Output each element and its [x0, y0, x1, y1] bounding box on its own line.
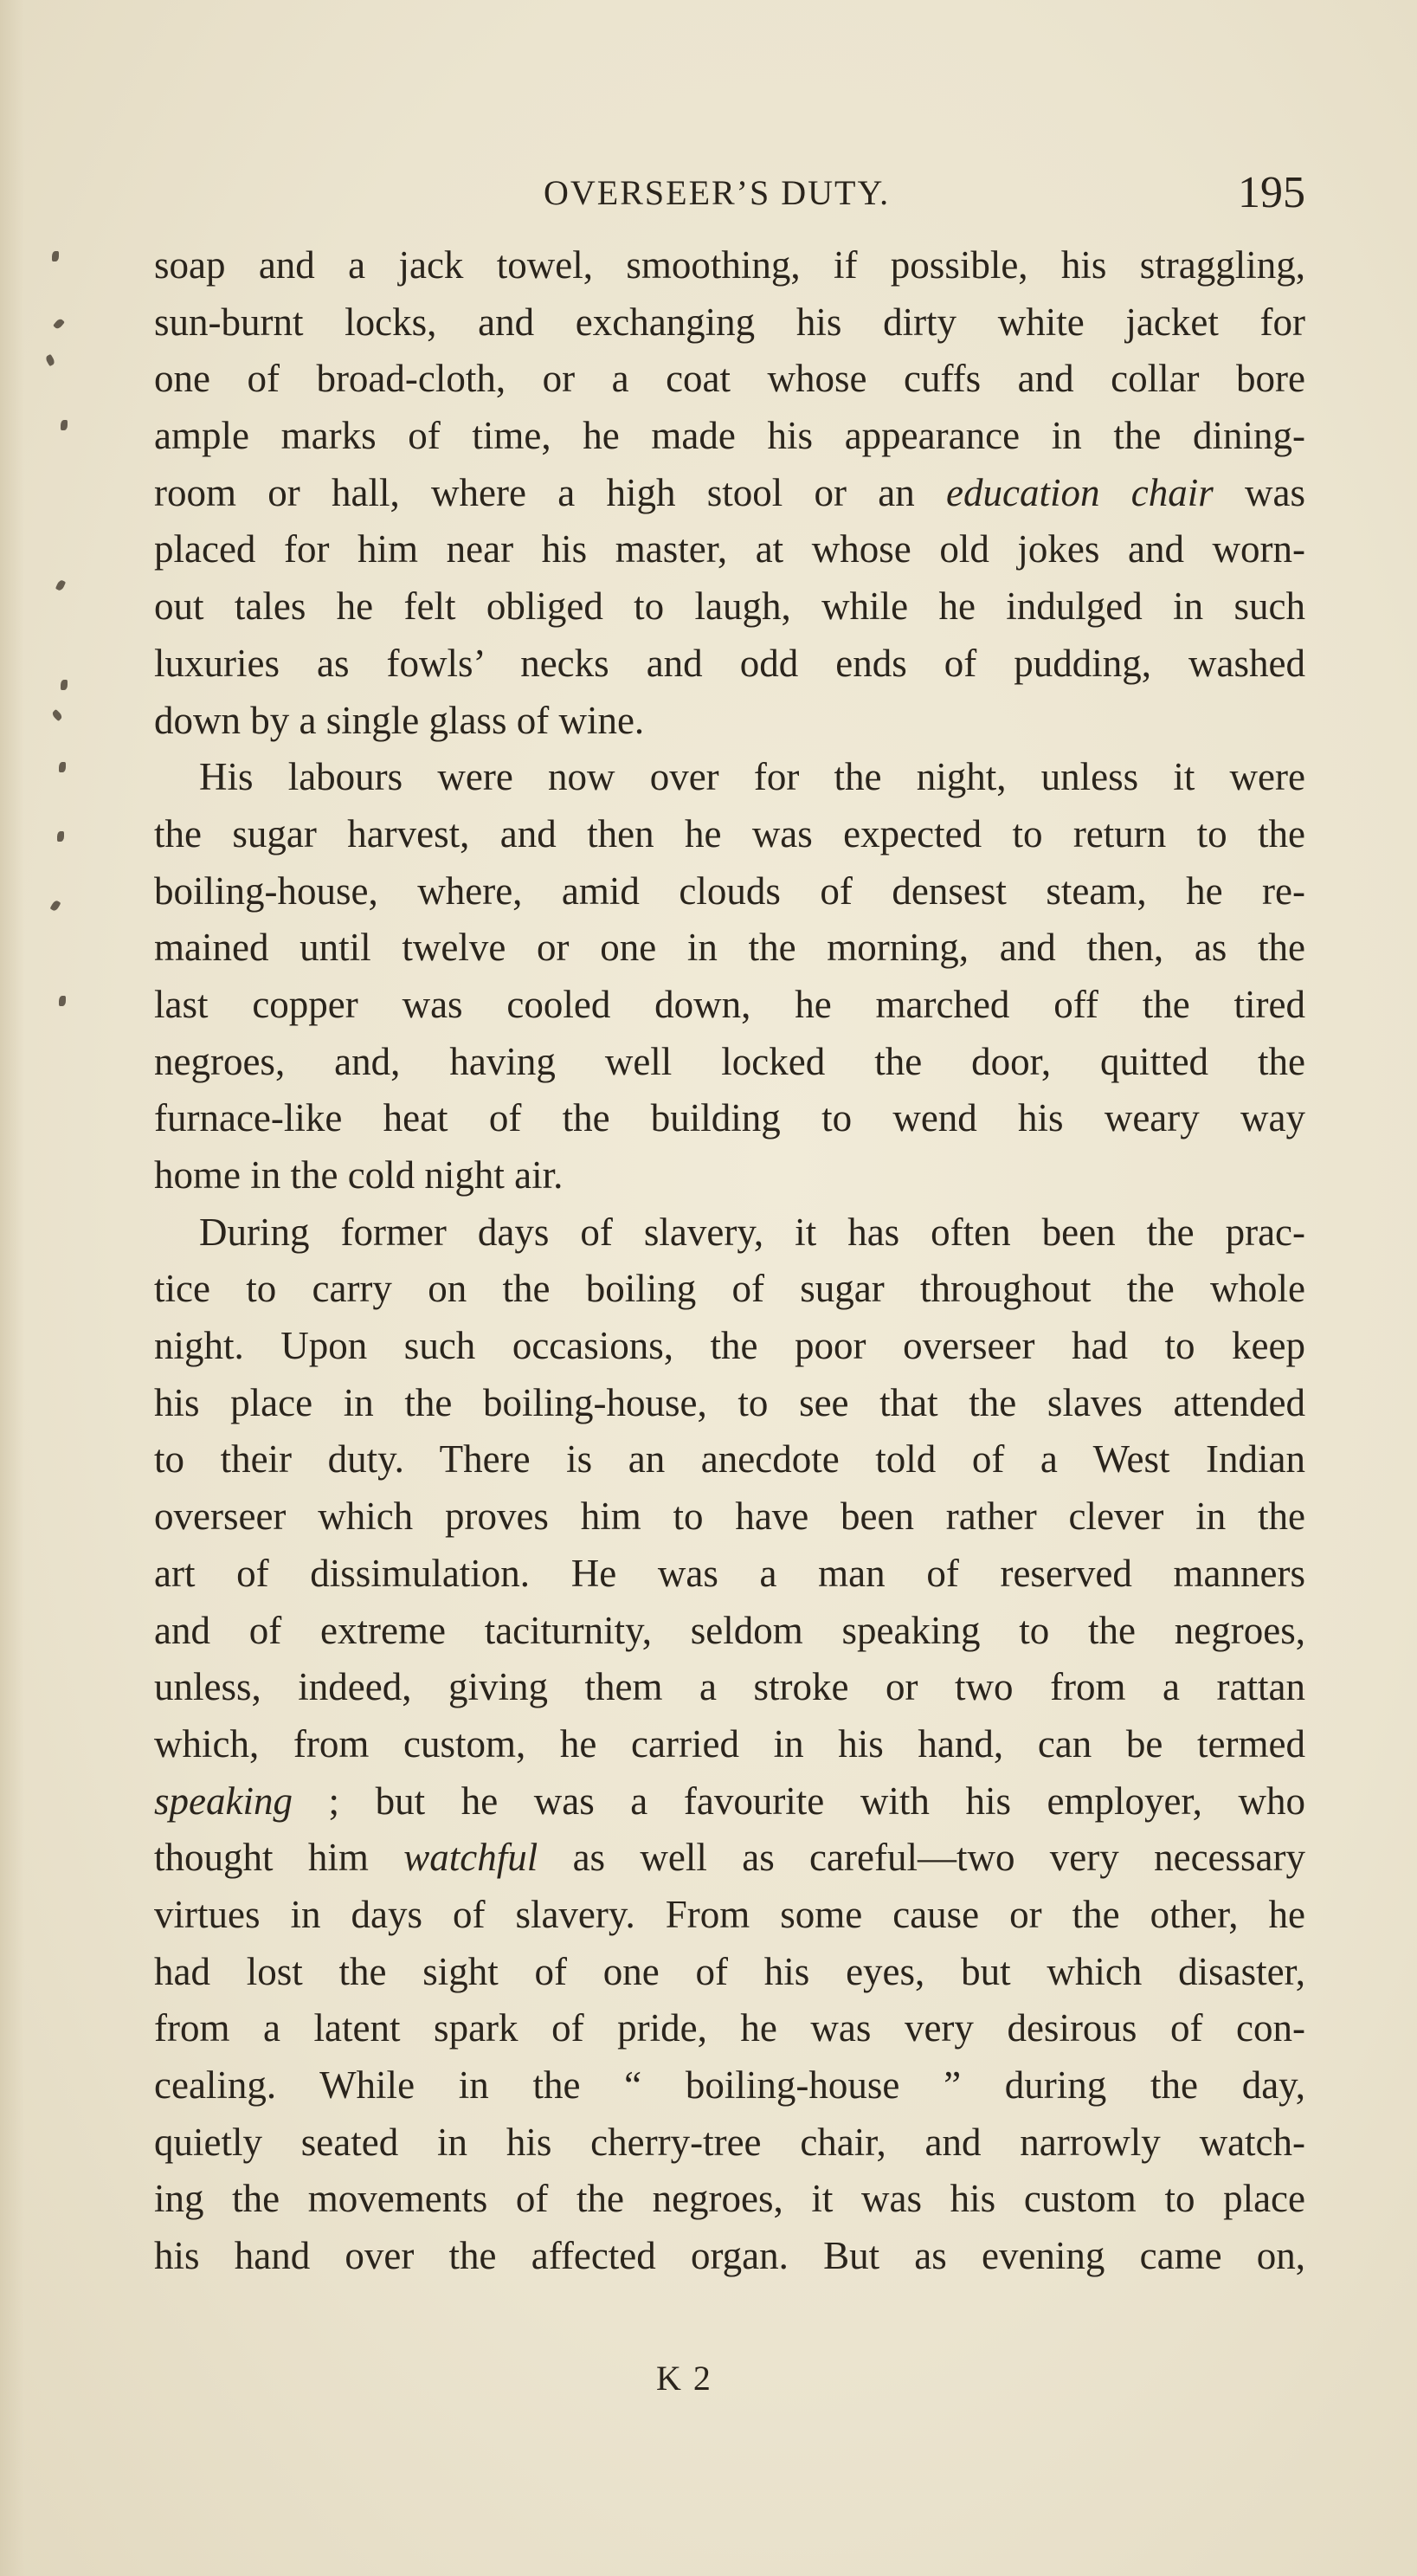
text-segment: placed for him near his master, at whose old jokes and worn- — [154, 527, 1305, 571]
ink-mark — [59, 996, 66, 1006]
page-header — [154, 163, 1305, 223]
text-line — [154, 2228, 1305, 2285]
text-segment: the sugar harvest, and then he was expected to return to the — [154, 811, 1305, 855]
text-segment: virtues in days of slavery. From some cause or the other, he — [154, 1892, 1305, 1936]
body-text — [154, 237, 1305, 2285]
text-line — [154, 521, 1305, 578]
text-segment: night. Upon such occasions, the poor overseer had to keep — [154, 1324, 1305, 1368]
text-segment: ; but he was a favourite with his employer, who — [292, 1779, 1305, 1823]
ink-mark — [61, 680, 68, 690]
text-line — [154, 294, 1305, 352]
text-line — [154, 408, 1305, 465]
text-segment: sun-burnt locks, and exchanging his dirty white jacket for — [154, 300, 1305, 344]
text-line — [154, 1034, 1305, 1091]
text-segment: mained until twelve or one in the morning, and then, as the — [154, 926, 1305, 970]
text-segment: overseer which proves him to have been rather clever in the — [154, 1495, 1305, 1539]
text-segment: home in the cold night air. — [154, 1153, 564, 1197]
ink-mark — [51, 709, 63, 721]
text-segment: quietly seated in his cherry-tree chair, and narrowly watch- — [154, 2120, 1305, 2164]
text-segment: negroes, and, having well locked the door, quitted the — [154, 1039, 1305, 1083]
text-segment: luxuries as fowls’ necks and odd ends of pudding, washed — [154, 641, 1305, 685]
text-line — [154, 1261, 1305, 1318]
text-segment: room or hall, where a high stool or an — [154, 470, 947, 514]
text-segment: art of dissimulation. He was a man of reserved manners — [154, 1551, 1305, 1595]
text-line — [154, 1716, 1305, 1773]
italic-phrase: education chair — [946, 470, 1214, 514]
text-line — [154, 749, 1305, 806]
text-line — [154, 977, 1305, 1034]
text-line — [154, 1659, 1305, 1716]
text-line — [154, 1204, 1305, 1262]
text-segment: last copper was cooled down, he marched off the tired — [154, 982, 1305, 1026]
text-line — [154, 920, 1305, 977]
italic-phrase: speaking — [154, 1779, 293, 1823]
text-segment: tice to carry on the boiling of sugar throughout the whole — [154, 1267, 1305, 1311]
margin-ink-marks — [35, 242, 87, 1195]
text-line — [154, 806, 1305, 863]
ink-mark — [59, 762, 66, 772]
ink-mark — [50, 900, 61, 912]
text-segment: from a latent spark of pride, he was very desirous of con- — [154, 2006, 1305, 2050]
text-segment: one of broad-cloth, or a coat whose cuffs and collar bore — [154, 357, 1305, 401]
running-head: OVERSEER’S DUTY. — [544, 173, 891, 212]
text-segment: thought him — [154, 1836, 404, 1880]
text-line — [154, 1488, 1305, 1546]
text-line — [154, 1318, 1305, 1375]
text-line — [154, 465, 1305, 522]
text-line — [154, 1773, 1305, 1830]
text-segment: During former days of slavery, it has often been the prac- — [199, 1210, 1305, 1254]
text-line — [154, 2171, 1305, 2228]
text-segment: down by a single glass of wine. — [154, 698, 645, 742]
ink-mark — [45, 354, 56, 366]
text-segment: out tales he felt obliged to laugh, while he indulged in such — [154, 584, 1305, 629]
text-segment: unless, indeed, giving them a stroke or two from a rattan — [154, 1665, 1305, 1709]
text-line — [154, 693, 1305, 750]
text-segment: had lost the sight of one of his eyes, but which disaster, — [154, 1949, 1305, 1993]
text-line — [154, 1546, 1305, 1603]
text-line — [154, 2000, 1305, 2057]
text-segment: cealing. While in the “ boiling-house ” during the day, — [154, 2063, 1305, 2107]
text-line — [154, 1431, 1305, 1488]
text-segment: which, from custom, he carried in his hand, can be termed — [154, 1721, 1305, 1766]
ink-mark — [55, 579, 66, 591]
signature-mark: K 2 — [656, 2359, 712, 2398]
text-line — [154, 578, 1305, 636]
text-line — [154, 1375, 1305, 1432]
text-segment: ing the movements of the negroes, it was his custom to place — [154, 2177, 1305, 2221]
ink-mark — [61, 420, 68, 430]
text-segment: was — [1213, 470, 1305, 514]
gutter-shadow — [0, 0, 24, 2576]
text-segment: ample marks of time, he made his appearance in the dining- — [154, 414, 1305, 458]
text-line — [154, 1944, 1305, 2001]
page-footer — [154, 2348, 1305, 2409]
text-segment: and of extreme taciturnity, seldom speaking to the negroes, — [154, 1608, 1305, 1652]
text-line — [154, 636, 1305, 693]
text-segment: his place in the boiling-house, to see that the slaves attended — [154, 1380, 1305, 1424]
text-line — [154, 1090, 1305, 1147]
text-segment: furnace-like heat of the building to wend his weary way — [154, 1096, 1305, 1140]
text-line — [154, 351, 1305, 408]
text-line — [154, 2114, 1305, 2172]
italic-phrase: watchful — [403, 1836, 538, 1880]
text-line — [154, 1603, 1305, 1660]
ink-mark — [57, 831, 64, 842]
text-line — [154, 863, 1305, 920]
text-segment: soap and a jack towel, smoothing, if possible, his straggling, — [154, 243, 1305, 287]
text-segment: his hand over the affected organ. But as evening came on, — [154, 2234, 1305, 2278]
text-line — [154, 237, 1305, 294]
page-number: 195 — [1238, 168, 1305, 217]
text-line — [154, 1830, 1305, 1887]
ink-mark — [52, 251, 59, 261]
text-line — [154, 1887, 1305, 1944]
text-segment: His labours were now over for the night, unless it were — [199, 755, 1305, 799]
text-segment: as well as careful—two very necessary — [538, 1836, 1306, 1880]
text-segment: boiling-house, where, amid clouds of densest steam, he re- — [154, 868, 1305, 913]
text-line — [154, 2057, 1305, 2114]
ink-mark — [53, 318, 65, 330]
text-line — [154, 1147, 1305, 1204]
text-segment: to their duty. There is an anecdote told of a West Indian — [154, 1437, 1305, 1482]
